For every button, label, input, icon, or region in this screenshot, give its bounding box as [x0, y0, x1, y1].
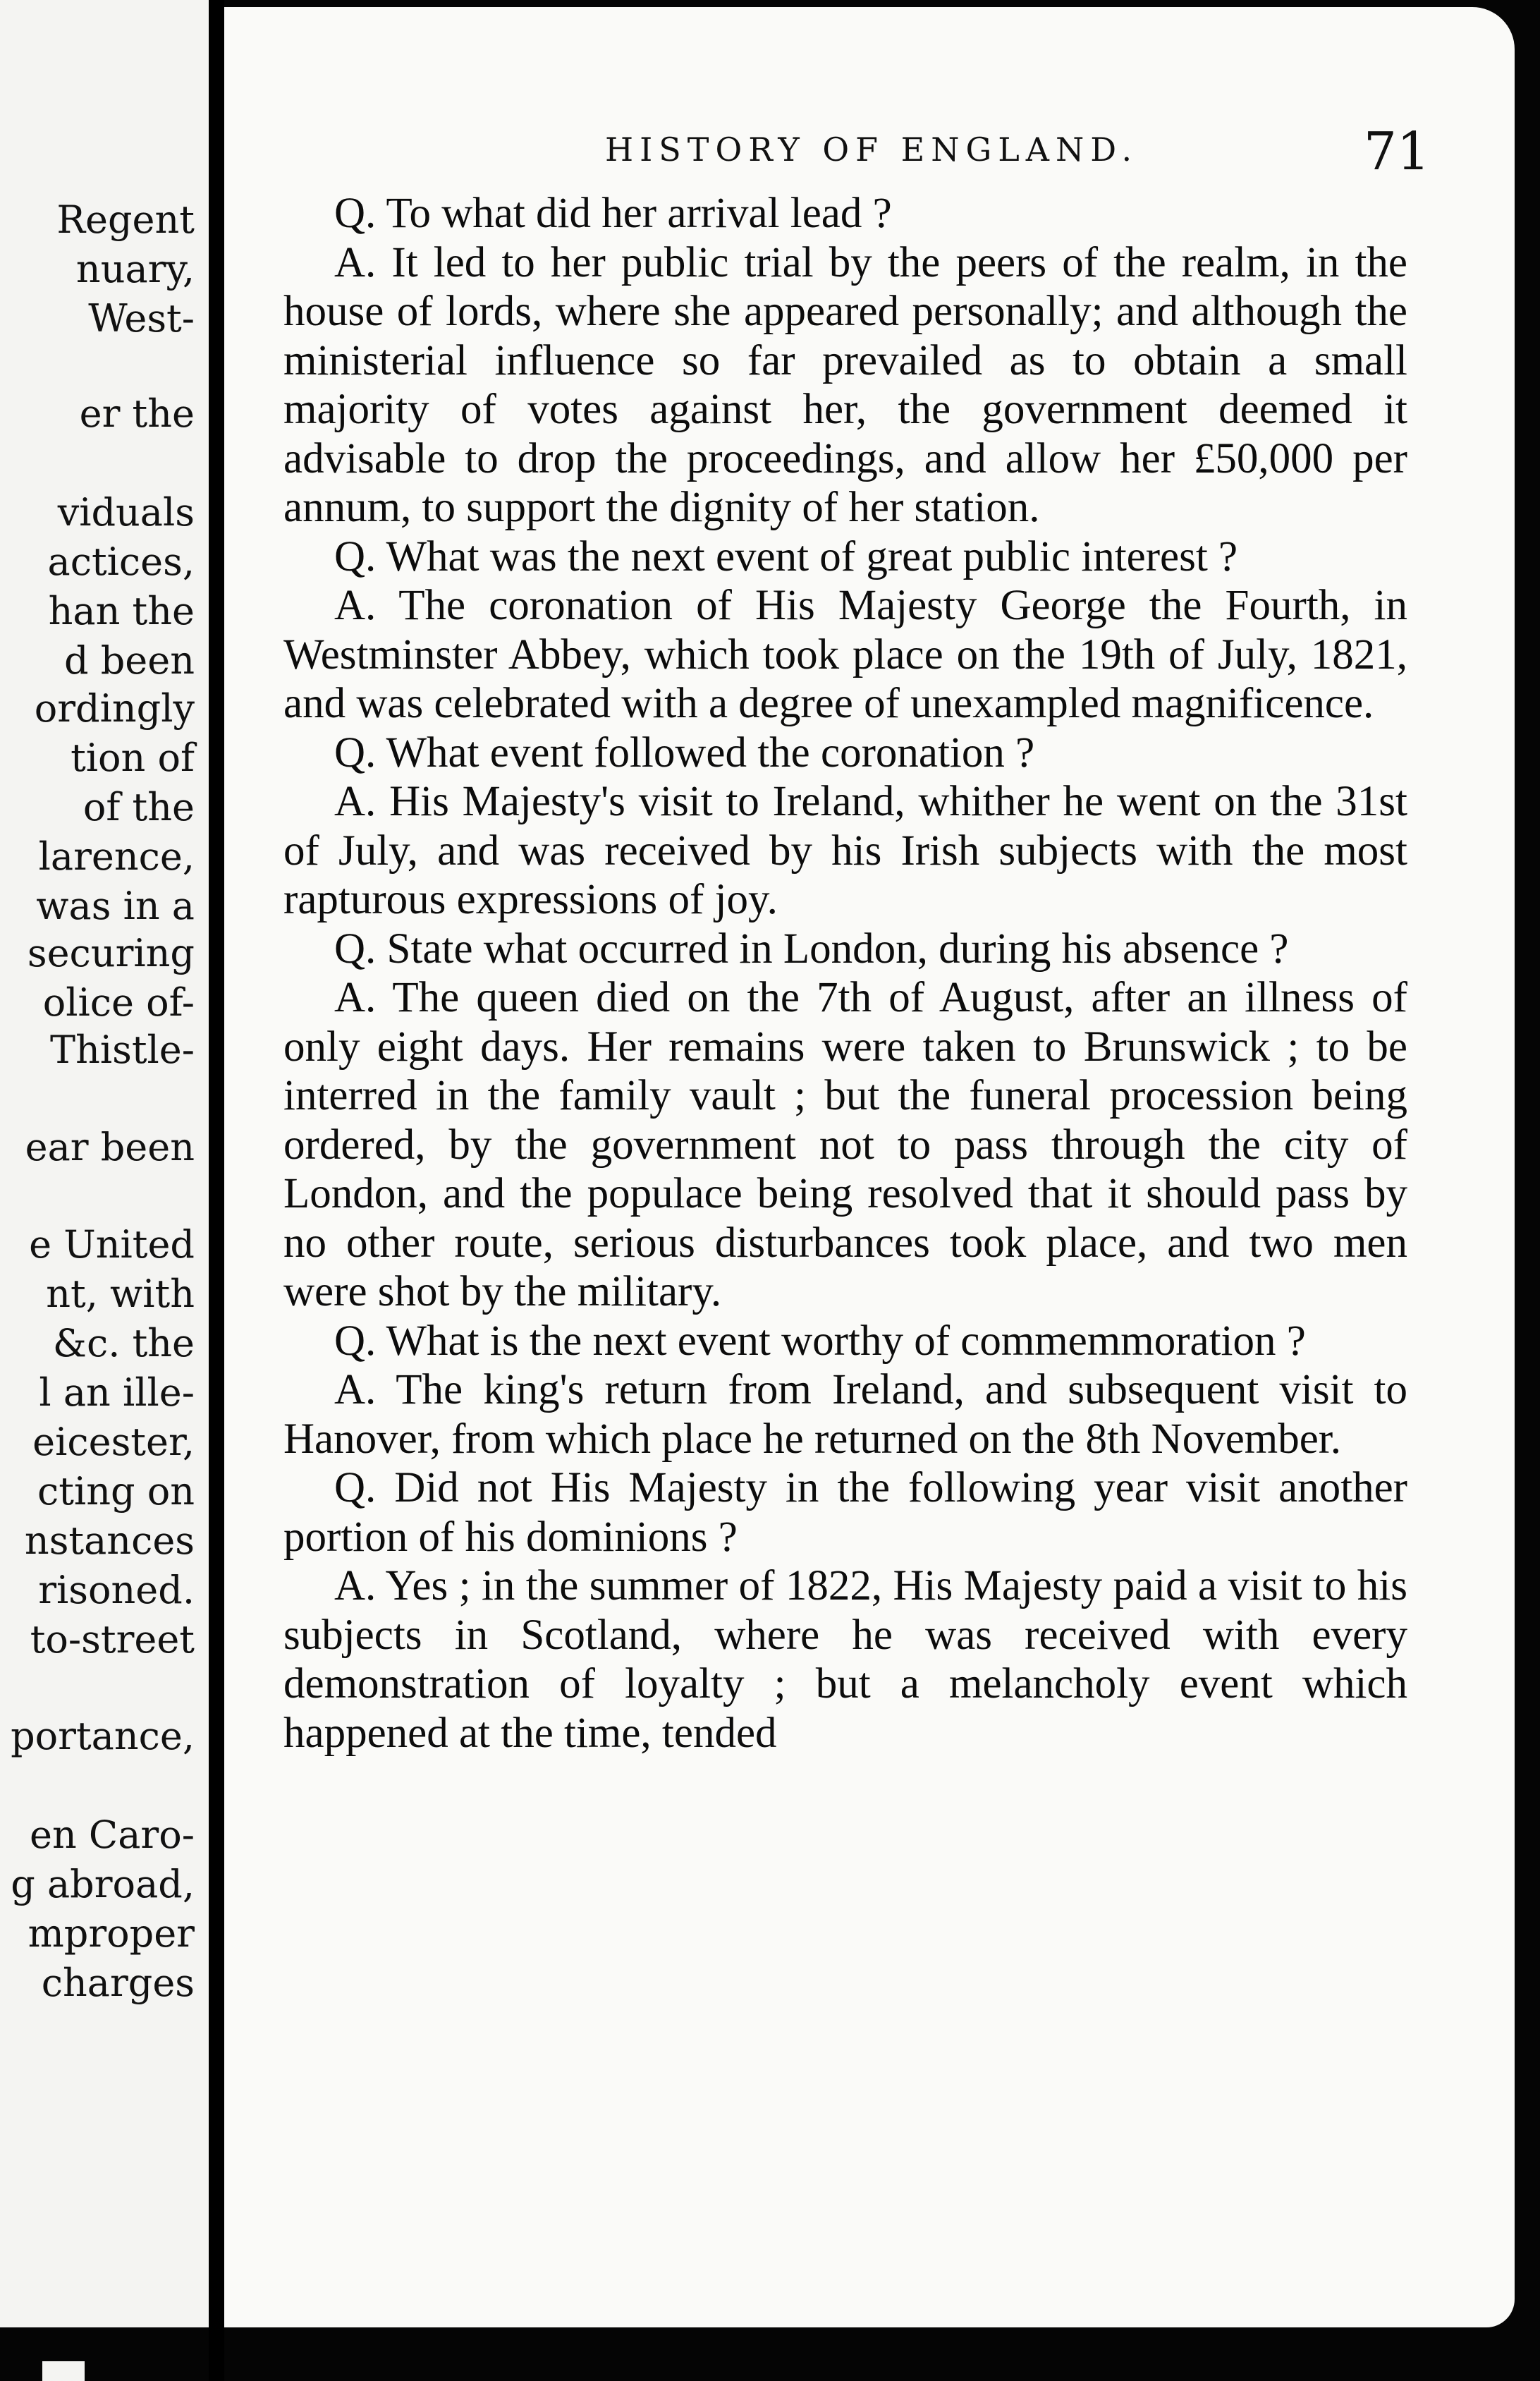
- page-number: 71: [1363, 121, 1430, 182]
- left-page-line: risoned.: [38, 1568, 195, 1612]
- question: Q. Did not His Majesty in the following year visit another portion of his dominions ?: [283, 1464, 1407, 1561]
- left-page-line: mproper: [28, 1911, 195, 1956]
- question: Q. State what occurred in London, during his absence ?: [334, 925, 1289, 973]
- left-page-line: West-: [88, 296, 195, 341]
- left-page-line: eicester,: [32, 1420, 195, 1464]
- left-page-line: l an ille-: [39, 1370, 195, 1415]
- left-page-line: ordingly: [34, 686, 195, 731]
- left-page-line: portance,: [11, 1714, 195, 1758]
- left-page: [0, 0, 209, 2327]
- answer: A. Yes ; in the summer of 1822, His Majesty paid a visit to his subjects in Scotland, where he was received with every demonstration of loyalty ; but a melancholy event which happened at the time, tended: [283, 1562, 1407, 1757]
- left-page-line: to-street: [30, 1617, 195, 1662]
- answer: A. The coronation of His Majesty George the Fourth, in Westminster Abbey, which took place on the 19th of July, 1821, and was celebrated with a degree of unexampled magnificence.: [283, 582, 1407, 727]
- left-page-line: nstances: [24, 1518, 195, 1563]
- running-title: HISTORY OF ENGLAND.: [605, 130, 1139, 169]
- left-page-line: nuary,: [75, 247, 195, 291]
- answer: A. The queen died on the 7th of August, after an illness of only eight days. Her remains were taken to Brunswick ; to be interred in the family vault ; but the funeral procession being ordered, by the government not to pass through the city of London, and the populace being resolved that it should pass by no other route, serious disturbances took place, and two men were shot by the military.: [283, 974, 1407, 1315]
- left-page-line: nt, with: [46, 1272, 195, 1316]
- left-page-line: er the: [79, 391, 195, 436]
- question: Q. What event followed the coronation ?: [334, 729, 1035, 777]
- question: Q. What was the next event of great public interest ?: [334, 532, 1238, 580]
- left-page-line: charges: [41, 1961, 195, 2005]
- left-page-line: ear been: [25, 1125, 195, 1169]
- left-page-line: viduals: [57, 490, 195, 535]
- left-page-line: en Caro-: [30, 1813, 195, 1857]
- left-page-line: Thistle-: [50, 1028, 195, 1072]
- left-page-line: e United: [29, 1222, 195, 1267]
- left-page-line: &c. the: [52, 1321, 195, 1365]
- left-page-line: cting on: [37, 1469, 195, 1514]
- left-page-line: actices,: [47, 540, 195, 584]
- left-page-line: d been: [64, 638, 195, 683]
- answer: A. His Majesty's visit to Ireland, whither he went on the 31st of July, and was received by his Irish subjects with the most rapturous expressions of joy.: [283, 778, 1407, 923]
- gutter: [209, 0, 224, 2381]
- question: Q. To what did her arrival lead ?: [334, 190, 892, 237]
- left-page-line: tion of: [71, 736, 195, 780]
- left-page-line: Regent: [56, 197, 195, 242]
- left-page-line: olice of-: [42, 980, 195, 1025]
- question: Q. What is the next event worthy of commemmoration ?: [334, 1317, 1306, 1365]
- left-page-line: of the: [82, 785, 195, 829]
- left-page-line: larence,: [38, 834, 195, 879]
- left-page-line: was in a: [36, 884, 195, 928]
- answer: A. It led to her public trial by the peers of the realm, in the house of lords, where she appeared personally; and although the ministerial influence so far prevailed as to obtain a small majority of votes against her, the government deemed it advisable to drop the proceedings, and allow her £50,000 per annum, to support the dignity of her station.: [283, 238, 1407, 531]
- answer: A. The king's return from Ireland, and subsequent visit to Hanover, from which place he returned on the 8th November.: [283, 1366, 1407, 1463]
- body-text: [283, 189, 1407, 1758]
- right-page: [224, 7, 1515, 2327]
- left-page-line: han the: [48, 589, 195, 633]
- left-page-line: g abroad,: [11, 1862, 195, 1906]
- left-page-line: securing: [27, 931, 195, 975]
- page-edge-mark: [42, 2361, 85, 2381]
